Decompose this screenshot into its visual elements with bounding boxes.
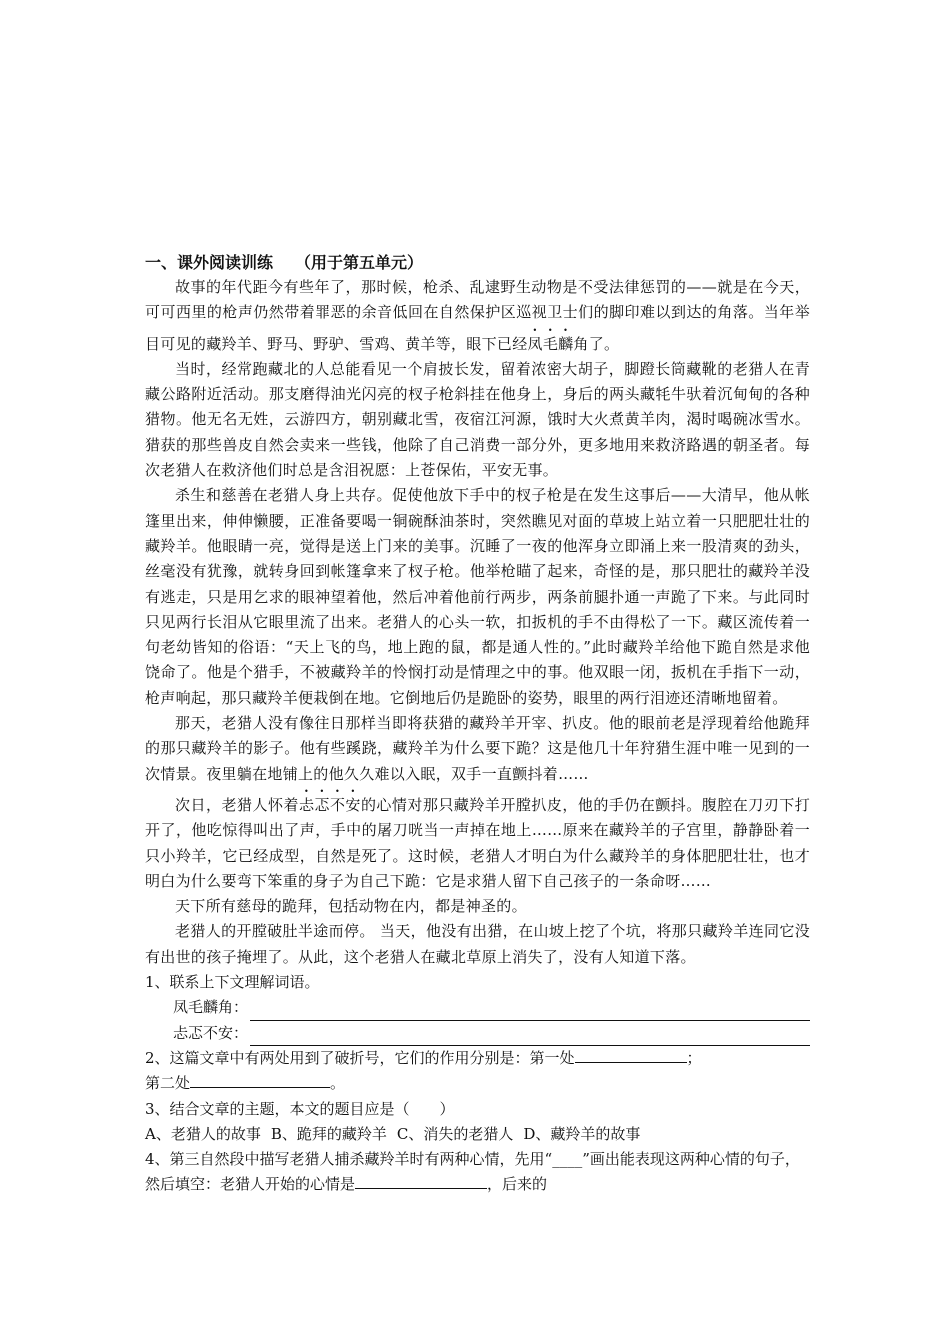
question-3: 3、结合文章的主题，本文的题目应是（ ） <box>145 1099 455 1118</box>
question-1: 1、联系上下文理解词语。 <box>145 973 320 992</box>
paragraph-7: 老猎人的开膛破肚半途而停。 当天，他没有出猎，在山坡上挖了个坑，将那只藏羚羊连同它没有出世的孩子掩埋了。从此，这个老猎人在藏北草原上消失了，没有人知道下落。 <box>145 922 810 966</box>
emphasized-term: 凤毛麟 <box>527 334 574 353</box>
emphasized-term: 忐忑不安 <box>298 795 361 814</box>
question-2: 2、这篇文章中有两处用到了破折号，它们的作用分别是：第一处 ； 第二处 。 <box>145 1046 810 1097</box>
answer-blank[interactable] <box>575 1046 687 1063</box>
paragraph-3: 杀生和慈善在老猎人身上共存。促使他放下手中的杈子枪是在发生这事后——大清早，他从帐篷里出来，伸伸懒腰，正准备要喝一铜碗酥油茶时，突然瞧见对面的草坡上站立着一只肥肥壮壮的藏羚羊。他眼睛一亮，觉得是送上门来的美事。沉睡了一夜的他浑身立即涌上来一股清爽的劲头，丝毫没有犹豫，就转身回到帐篷拿来了杈子枪。他举枪瞄了起来，奇怪的是，那只肥壮的藏羚羊没有逃走，只是用乞求的眼神望着他，然后冲着他前行两步，两条前腿扑通一声跪了下来。与此同时只见两行长泪从它眼里流了出来。老猎人的心头一软，扣扳机的手不由得松了一下。藏区流传着一句老幼皆知的俗语：“天上飞的鸟，地上跑的鼠，都是通人性的。”此时藏羚羊给他下跪自然是求他饶命了。他是个猎手，不被藏羚羊的怜悯打动是情理之中的事。他双眼一闭，扳机在手指下一动，枪声响起，那只藏羚羊便栽倒在地。它倒地后仍是跪卧的姿势，眼里的两行泪迹还清晰地留着。 <box>145 486 810 707</box>
underline-mark: ____ <box>552 1150 583 1169</box>
term-label: 忐忑不安： <box>173 1023 249 1042</box>
term-label: 凤毛麟角： <box>173 998 249 1017</box>
answer-line[interactable] <box>250 1002 810 1021</box>
option-d[interactable]: D、藏羚羊的故事 <box>523 1124 641 1143</box>
section-heading <box>145 250 810 275</box>
option-c[interactable]: C、消失的老猎人 <box>396 1124 514 1143</box>
answer-line[interactable] <box>250 1027 810 1046</box>
paragraph-2: 当时，经常跑藏北的人总能看见一个肩披长发，留着浓密大胡子，脚蹬长筒藏靴的老猎人在青藏公路附近活动。那支磨得油光闪亮的杈子枪斜挂在他身上，身后的两头藏牦牛驮着沉甸甸的各种猎物。他无名无姓，云游四方，朝别藏北雪，夜宿江河源，饿时大火煮黄羊肉，渴时喝碗冰雪水。猎获的那些兽皮自然会卖来一些钱，他除了自己消费一部分外，更多地用来救济路遇的朝圣者。每次老猎人在救济他们时总是含泪祝愿：上苍保佑，平安无事。 <box>145 359 810 480</box>
option-a[interactable]: A、老猎人的故事 <box>145 1124 261 1143</box>
heading-subtitle: （用于第五单元） <box>295 253 424 272</box>
worksheet <box>145 250 810 1198</box>
answer-blank[interactable] <box>355 1172 487 1189</box>
question-1-term-2 <box>145 1021 810 1046</box>
option-b[interactable]: B、跪拜的藏羚羊 <box>270 1124 387 1143</box>
question-4: 4、第三自然段中描写老猎人捕杀藏羚羊时有两种心情，先用“____”画出能表现这两种心情的句子，然后填空：老猎人开始的心情是 ，后来的 <box>145 1150 800 1194</box>
answer-blank[interactable] <box>190 1071 330 1088</box>
paragraph-5: 次日，老猎人怀着忐忑不安的心情对那只藏羚羊开膛扒皮，他的手仍在颤抖。腹腔在刀刃下打开了，他吃惊得叫出了声，手中的屠刀咣当一声掉在地上……原来在藏羚羊的子宫里，静静卧着一只小羚羊，它已经成型，自然是死了。这时候，老猎人才明白为什么藏羚羊的身体肥肥壮壮，也才明白为什么要弯下笨重的身子为自己下跪：它是求猎人留下自己孩子的一条命呀…… <box>145 795 811 890</box>
paragraph-1: 故事的年代距今有些年了，那时候，枪杀、乱逮野生动物是不受法律惩罚的——就是在今天，可可西里的枪声仍然带着罪恶的余音低回在自然保护区巡视卫士们的脚印难以到达的角落。当年举目可见的藏羚羊、野马、野驴、雪鸡、黄羊等，眼下已经凤毛麟角了。 <box>145 278 810 353</box>
paragraph-6: 天下所有慈母的跪拜，包括动物在内，都是神圣的。 <box>175 897 527 916</box>
question-3-options <box>145 1122 810 1147</box>
question-1-term-1 <box>145 995 810 1020</box>
heading-title: 一、课外阅读训练 <box>145 253 274 272</box>
paragraph-4: 那天，老猎人没有像往日那样当即将获猎的藏羚羊开宰、扒皮。他的眼前老是浮现着给他跪拜的那只藏羚羊的影子。他有些蹊跷，藏羚羊为什么要下跪？这是他几十年狩猎生涯中唯一见到的一次情景。夜里躺在地铺上的他久久难以入眠，双手一直颤抖着…… <box>145 714 810 783</box>
